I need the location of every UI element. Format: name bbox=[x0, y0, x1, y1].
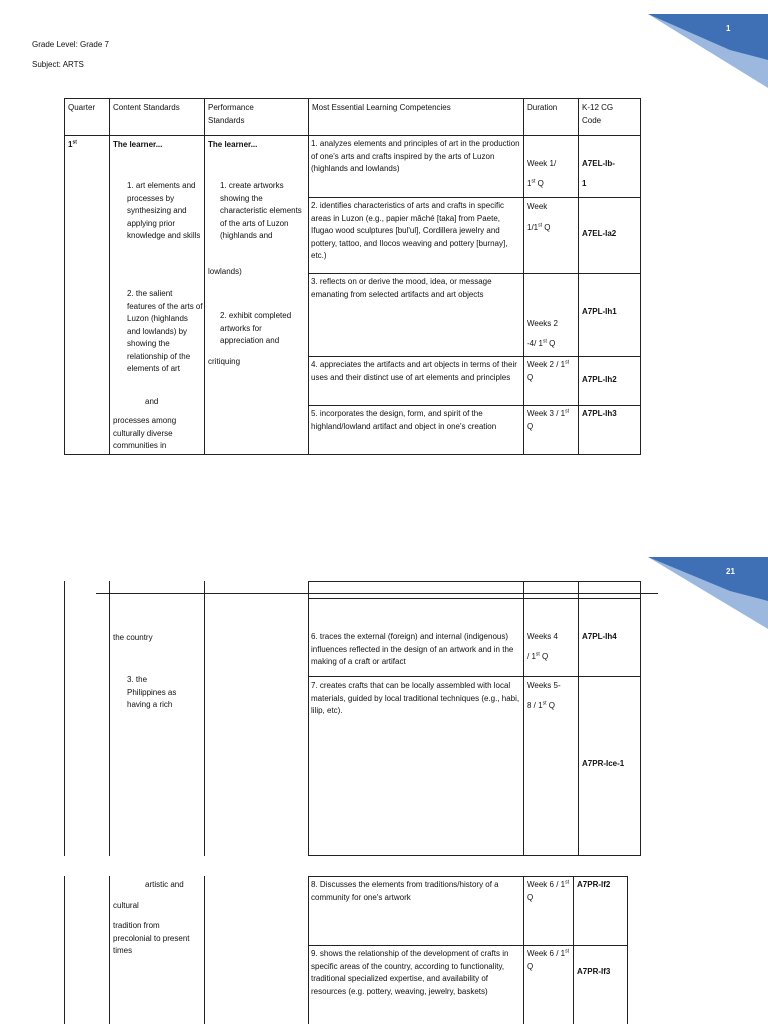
code-9: A7PR-If3 bbox=[577, 967, 611, 976]
table-rule bbox=[627, 876, 628, 1024]
code-7: A7PR-Ice-1 bbox=[582, 759, 625, 768]
header-melc: Most Essential Learning Competencies bbox=[312, 103, 451, 112]
content-item-2-cont: processes among culturally diverse communities in bbox=[113, 416, 177, 450]
duration-5: Week 3 / 1st Q bbox=[527, 408, 569, 431]
duration-6a: Weeks 4 bbox=[527, 632, 558, 641]
performance-intro: The learner... bbox=[208, 140, 258, 149]
competency-6: 6. traces the external (foreign) and internal (indigenous) influences reflected in the design of an artwork and in the making of a craft or artifact bbox=[311, 632, 514, 666]
page-number: 21 bbox=[726, 567, 735, 576]
subject: Subject: ARTS bbox=[32, 60, 84, 69]
code-4: A7PL-Ih2 bbox=[582, 375, 617, 384]
table-rule bbox=[308, 945, 628, 946]
content-item-3-b: artistic and bbox=[145, 880, 184, 889]
competency-7: 7. creates crafts that can be locally assembled with local materials, guided by local traditional techniques (e.g., habi, lilip, etc). bbox=[311, 681, 520, 715]
table-rule bbox=[308, 197, 641, 198]
table-rule bbox=[308, 676, 641, 677]
ordinal-suffix: st bbox=[565, 879, 569, 886]
code-8: A7PR-If2 bbox=[577, 880, 611, 889]
code-2: A7EL-Ia2 bbox=[582, 229, 617, 238]
header-duration: Duration bbox=[527, 103, 558, 112]
content-intro: The learner... bbox=[113, 140, 163, 149]
competency-3: 3. reflects on or derive the mood, idea, or message emanating from selected artifacts and art objects bbox=[311, 277, 492, 299]
table-rule bbox=[523, 98, 524, 455]
table-rule bbox=[96, 593, 658, 594]
code-1a: A7EL-Ib- bbox=[582, 159, 615, 168]
quarter-value bbox=[68, 139, 108, 152]
table-rule bbox=[308, 98, 309, 455]
ordinal-suffix: st bbox=[531, 178, 536, 185]
table-rule bbox=[204, 876, 205, 1024]
table-rule bbox=[578, 98, 579, 455]
table-rule bbox=[308, 598, 641, 599]
performance-item-1-cont: lowlands) bbox=[208, 267, 242, 276]
ordinal-suffix: st bbox=[565, 408, 569, 415]
page-number: 1 bbox=[726, 24, 731, 33]
grade-level: Grade Level: Grade 7 bbox=[32, 40, 109, 49]
table-rule bbox=[640, 581, 641, 856]
ordinal-suffix: st bbox=[565, 359, 569, 366]
table-rule bbox=[64, 581, 65, 856]
duration-2a: Week bbox=[527, 202, 548, 211]
duration-2b: 1/1st Q bbox=[527, 222, 551, 232]
content-item-2: 2. the salient features of the arts of Luzon (highlands and lowlands) by showing the relationship of the elements of art bbox=[127, 289, 203, 373]
performance-item-2: 2. exhibit completed artworks for appreciation and bbox=[220, 311, 292, 345]
competency-5: 5. incorporates the design, form, and spirit of the highland/lowland artifact and object in one's creation bbox=[311, 409, 497, 431]
ordinal-suffix: st bbox=[543, 338, 547, 345]
table-rule bbox=[64, 135, 641, 136]
table-rule bbox=[308, 405, 641, 406]
table-rule bbox=[308, 855, 641, 856]
table-rule bbox=[640, 98, 641, 455]
content-item-2-and: and bbox=[145, 397, 159, 406]
code-6: A7PL-Ih4 bbox=[582, 632, 617, 641]
table-rule bbox=[573, 876, 574, 1024]
content-item-3-c: cultural bbox=[113, 901, 139, 910]
table-rule bbox=[109, 98, 110, 455]
header-code: K-12 CG Code bbox=[582, 103, 614, 125]
ordinal-suffix: st bbox=[538, 222, 543, 229]
competency-9: 9. shows the relationship of the development of crafts in specific areas of the country, according to functionality, traditional specialized expertise, and availability of resources (e.g. pottery, weaving, jewelry, baskets) bbox=[311, 949, 509, 996]
page-corner-decoration-1 bbox=[620, 0, 768, 90]
duration-8: Week 6 / 1st Q bbox=[527, 879, 569, 902]
competency-1: 1. analyzes elements and principles of art in the production of one's arts and crafts inspired by the arts of Luzon (highlands and lowlands) bbox=[311, 139, 520, 173]
header-performance-standards: Performance Standards bbox=[208, 103, 254, 125]
competency-8: 8. Discusses the elements from traditions/history of a community for one's artwork bbox=[311, 880, 499, 902]
table-rule bbox=[523, 876, 524, 1024]
duration-3b: -4/ 1st Q bbox=[527, 338, 556, 348]
table-rule bbox=[308, 273, 641, 274]
table-rule bbox=[64, 876, 65, 1024]
code-5: A7PL-Ih3 bbox=[582, 409, 617, 418]
ordinal-suffix: st bbox=[565, 948, 569, 955]
table-rule bbox=[523, 581, 524, 856]
ordinal-suffix: st bbox=[542, 700, 547, 707]
performance-item-2-cont: critiquing bbox=[208, 357, 241, 366]
table-rule bbox=[109, 581, 110, 856]
content-item-3: 3. the Philippines as having a rich bbox=[127, 675, 177, 709]
table-rule bbox=[308, 876, 309, 1024]
table-rule bbox=[578, 581, 579, 856]
duration-1a: Week 1/ bbox=[527, 159, 557, 168]
table-rule bbox=[308, 356, 641, 357]
duration-7a: Weeks 5- bbox=[527, 681, 561, 690]
code-3: A7PL-Ih1 bbox=[582, 307, 617, 316]
table-rule bbox=[308, 876, 628, 877]
ordinal-suffix: st bbox=[535, 651, 540, 658]
table-rule bbox=[204, 98, 205, 455]
table-rule bbox=[64, 454, 641, 455]
code-1b: 1 bbox=[582, 179, 587, 188]
duration-3a: Weeks 2 bbox=[527, 319, 558, 328]
table-rule bbox=[64, 98, 641, 99]
content-item-2-end: the country bbox=[113, 633, 153, 642]
table-rule bbox=[308, 581, 309, 856]
content-item-3-d: tradition from precolonial to present times bbox=[113, 921, 190, 955]
table-rule bbox=[204, 581, 205, 856]
table-rule bbox=[64, 98, 65, 455]
quarter-number: 1 bbox=[68, 140, 73, 149]
competency-2: 2. identifies characteristics of arts and crafts in specific areas in Luzon (e.g., papier mâché [taka] from Paete, Ifugao wood sculptures [bul'ul], Cordillera jewelry and pottery, tattoo, and Ilocos weaving and pottery [burnay], etc.) bbox=[311, 201, 508, 260]
duration-6b: / 1st Q bbox=[527, 651, 549, 661]
duration-9: Week 6 / 1st Q bbox=[527, 948, 569, 971]
duration-1b: 1st Q bbox=[527, 178, 544, 188]
performance-item-1: 1. create artworks showing the characteristic elements of the arts of Luzon (highlands and bbox=[220, 181, 302, 240]
duration-7b: 8 / 1st Q bbox=[527, 700, 555, 710]
page-corner-decoration-21 bbox=[620, 545, 768, 635]
table-rule bbox=[109, 876, 110, 1024]
header-quarter: Quarter bbox=[68, 103, 96, 112]
competency-4: 4. appreciates the artifacts and art objects in terms of their uses and their distinct use of art elements and principles bbox=[311, 360, 517, 382]
content-item-1: 1. art elements and processes by synthesizing and applying prior knowledge and skills bbox=[127, 181, 201, 240]
header-content-standards: Content Standards bbox=[113, 103, 180, 112]
duration-4: Week 2 / 1st Q bbox=[527, 359, 569, 382]
table-rule bbox=[308, 581, 641, 582]
quarter-suffix: st bbox=[72, 139, 77, 146]
